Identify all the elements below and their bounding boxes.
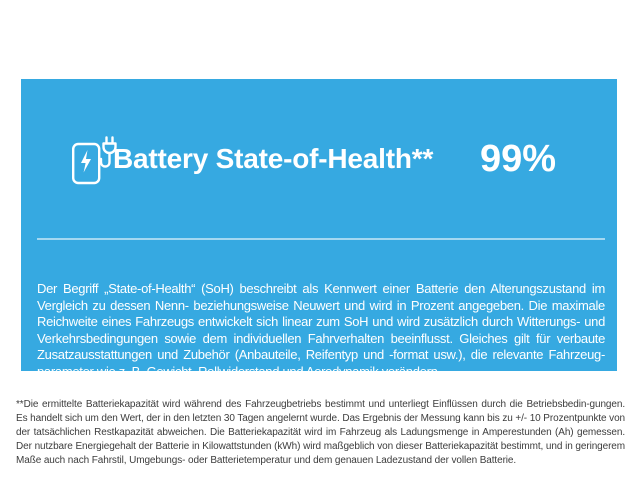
card-header [21,79,617,209]
card-title: Battery State-of-Health** [113,143,434,174]
divider [37,238,605,240]
soh-percentage-value: 99% [480,138,557,180]
footnote-text: **Die ermittelte Batteriekapazität wird während des Fahrzeugbetriebs bestimmt und unterliegt Einflüssen durch die Betriebsbedin-gungen. Es handelt sich um den Wert, der in den letzten 30 Tagen angelernt wurde. Das Ergebnis der Messung kann bis zu +/- 10 Prozentpunkte von der tatsächlichen Restkapazität abweichen. Die Batteriekapazität wird im Fahrzeug als Ladungsmenge in Amperestunden (Ah) gemessen. Der nutzbare Energiegehalt der Batterie in Kilowattstunden (kWh) wird maßgeblich von dieser Batteriekapazität bestimmt, und in geringerem Maße auch nach Fahrstil, Umgebungs- oder Batterietemperatur und dem genauen Ladezustand der vollen Batterie. [16,399,626,466]
battery-soh-card [21,79,617,379]
soh-description-text: Der Begriff „State-of-Health“ (SoH) beschreibt als Kennwert einer Batterie den Alterungszustand im Vergleich zu dessen Nenn- beziehungsweise Neuwert und wird in Prozent angegeben. Die maximale Reichweite eines Fahrzeugs entwickelt sich linear zum SoH und wird zusätzlich durch Witterungs- und Verkehrsbedingungen sowie dem individuellen Fahrverhalten beeinflusst. Gleiches gilt für verbaute Zusatzausstattungen und Zubehör (Anbauteile, Reifentyp und -format usw.), die relevante Fahrzeug-parameter wie z. B. Gewicht, Rollwiderstand und Aerodynamik verändern. [37,281,605,379]
ev-charging-station-icon [71,134,117,186]
